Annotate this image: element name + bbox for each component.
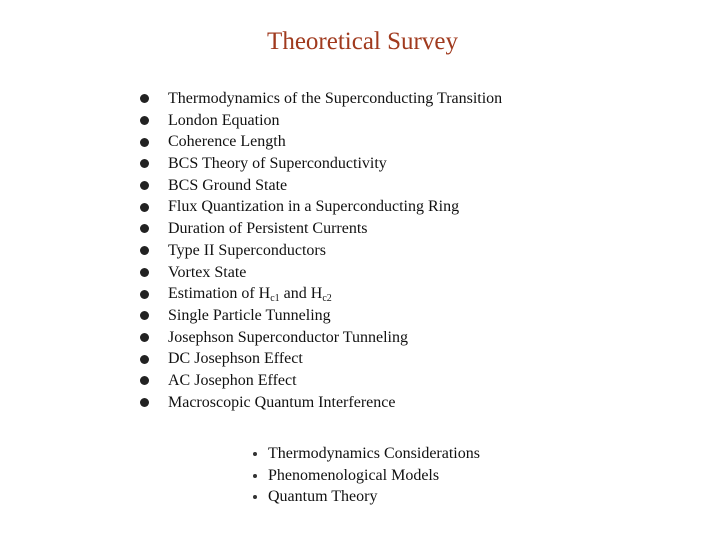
bullet-icon: [140, 94, 149, 103]
topic-text: Type II Superconductors: [168, 241, 326, 259]
consideration-item: [251, 486, 480, 508]
bullet-icon: [140, 116, 149, 125]
consideration-text: Quantum Theory: [268, 488, 378, 506]
subscript-c1: c1: [270, 293, 280, 305]
topic-text: BCS Theory of Superconductivity: [168, 155, 387, 173]
considerations-list: [251, 443, 480, 508]
bullet-icon: [140, 290, 149, 299]
topic-item: [140, 218, 502, 240]
topic-item: [140, 110, 502, 132]
bullet-icon: [140, 224, 149, 233]
topic-item: [140, 153, 502, 175]
topic-item: [140, 283, 502, 305]
topic-item: [140, 175, 502, 197]
slide-title: Theoretical Survey: [267, 28, 458, 55]
topic-text: Josephson Superconductor Tunneling: [168, 328, 408, 346]
topic-text: [168, 283, 332, 305]
topic-text: AC Josephon Effect: [168, 371, 297, 389]
topic-text: Flux Quantization in a Superconducting Ring: [168, 198, 460, 216]
topic-item: [140, 327, 502, 349]
bullet-icon: [140, 203, 149, 212]
topic-item: [140, 305, 502, 327]
topic-item: [140, 348, 502, 370]
topic-text: London Equation: [168, 111, 280, 129]
small-bullet-icon: [253, 452, 257, 456]
topic-item: [140, 370, 502, 392]
topic-text: Single Particle Tunneling: [168, 306, 331, 324]
topic-item: [140, 131, 502, 153]
bullet-icon: [140, 311, 149, 320]
topic-item: [140, 240, 502, 262]
bullet-icon: [140, 376, 149, 385]
bullet-icon: [140, 333, 149, 342]
topic-text: DC Josephson Effect: [168, 350, 303, 368]
topic-text: Thermodynamics of the Superconducting Transition: [168, 90, 503, 107]
bullet-icon: [140, 398, 149, 407]
consideration-text: Thermodynamics Considerations: [268, 445, 480, 462]
topic-item: [140, 262, 502, 284]
topic-text: Duration of Persistent Currents: [168, 220, 368, 238]
consideration-item: [251, 465, 480, 487]
topic-item: [140, 392, 502, 414]
bullet-icon: [140, 181, 149, 190]
consideration-text: Phenomenological Models: [268, 466, 440, 484]
bullet-icon: [140, 355, 149, 364]
bullet-icon: [140, 246, 149, 255]
bullet-icon: [140, 138, 149, 147]
bullet-icon: [140, 268, 149, 277]
topic-text-middle: and H: [279, 285, 323, 303]
topic-text-prefix: Estimation of H: [168, 285, 271, 303]
consideration-item: [251, 443, 480, 465]
subscript-c2: c2: [322, 293, 332, 305]
topic-list: [140, 88, 502, 413]
topic-text: Vortex State: [168, 263, 247, 281]
topic-text: Coherence Length: [168, 133, 286, 151]
small-bullet-icon: [253, 495, 257, 499]
topic-item: [140, 88, 502, 110]
topic-text: Macroscopic Quantum Interference: [168, 393, 396, 411]
topic-item: [140, 196, 502, 218]
bullet-icon: [140, 159, 149, 168]
topic-text: BCS Ground State: [168, 176, 288, 194]
small-bullet-icon: [253, 474, 257, 478]
